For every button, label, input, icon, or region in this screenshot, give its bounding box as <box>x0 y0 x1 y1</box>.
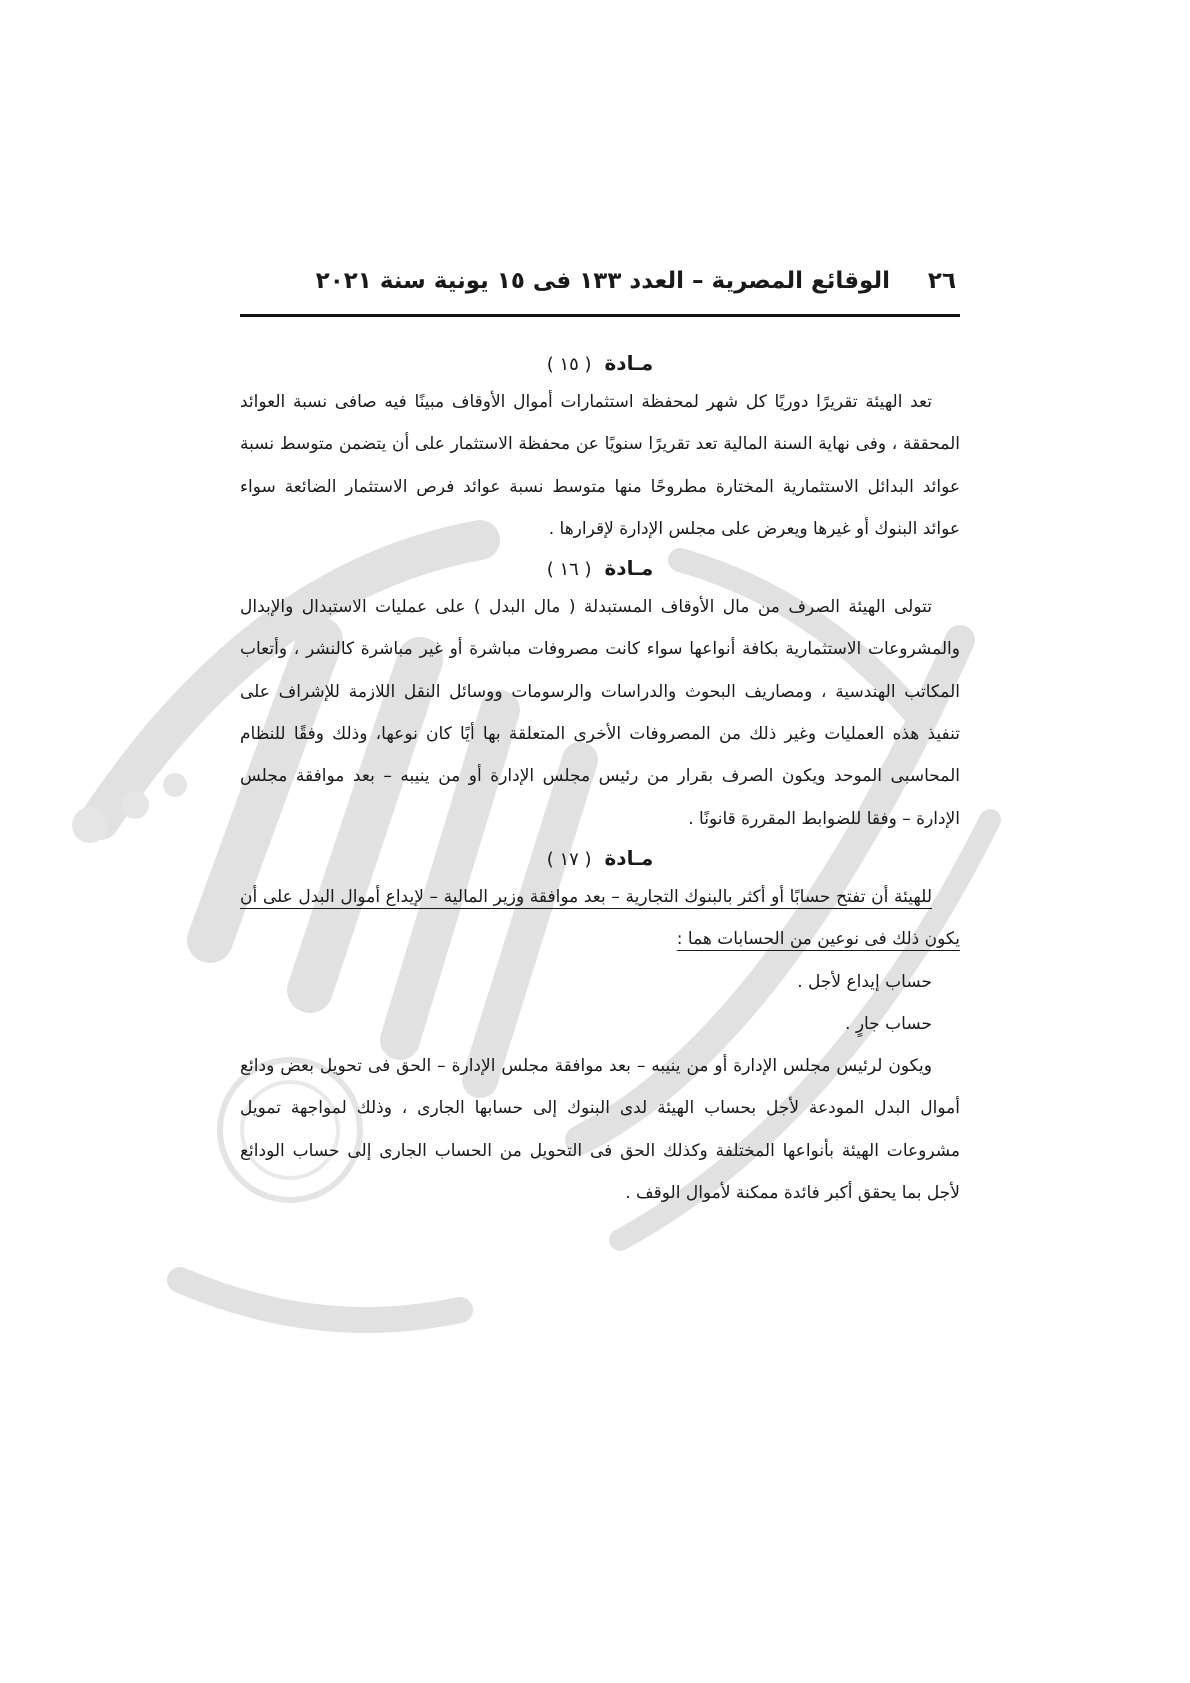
article-16 <box>240 550 960 840</box>
article-heading-label: مـادة <box>604 556 654 581</box>
article-number: ( ١٦ ) <box>546 559 592 581</box>
article-paragraph: ويكون لرئيس مجلس الإدارة أو من ينيبه – بعد موافقة مجلس الإدارة – الحق فى تحويل بعض ودائع أموال البدل المودعة لأجل بحساب الهيئة لدى البنوك إلى حسابها الجارى ، وذلك لمواجهة تمويل مشروعات الهيئة بأنواعها المختلفة وكذلك الحق فى التحويل من الحساب الجارى إلى حساب الودائع لأجل بما يحقق أكبر فائدة ممكنة لأموال الوقف . <box>240 1056 960 1204</box>
article-paragraph: تتولى الهيئة الصرف من مال الأوقاف المستبدلة ( مال البدل ) على عمليات الاستبدال والإبدال والمشروعات الاستثمارية بكافة أنواعها سواء كانت مصروفات مباشرة أو غير مباشرة كالنشر ، وأتعاب المكاتب الهندسية ، ومصاريف البحوث والدراسات والرسومات ووسائل النقل اللازمة للإشراف على تنفيذ هذه العمليات وغير ذلك من المصروفات الأخرى المتعلقة بها أيًا كان نوعها، وذلك وفقًا للنظام المحاسبى الموحد ويكون الصرف بقرار من رئيس مجلس الإدارة أو من ينيبه – بعد موافقة مجلس الإدارة – وفقا للضوابط المقررة قانونًا . <box>240 597 960 829</box>
page-header <box>240 268 960 308</box>
account-type-item: حساب إيداع لأجل . <box>797 971 932 992</box>
article-heading <box>240 840 960 876</box>
gazette-title: الوقائع المصرية – العدد ١٣٣ فى ١٥ يونية سنة ٢٠٢١ <box>315 268 890 294</box>
article-paragraph: تعد الهيئة تقريرًا دوريًا كل شهر لمحفظة استثمارات أموال الأوقاف مبينًا فيه صافى نسبة العوائد المحققة ، وفى نهاية السنة المالية تعد تقريرًا سنويًا عن محفظة الاستثمار على أن يتضمن متوسط نسبة عوائد البدائل الاستثمارية المختارة مطروحًا منها متوسط نسبة عوائد فرص الاستثمار الضائعة سواء عوائد البنوك أو غيرها ويعرض على مجلس الإدارة لإقرارها . <box>240 392 960 539</box>
article-intro: للهيئة أن تفتح حسابًا أو أكثر بالبنوك التجارية – بعد موافقة وزير المالية – لإيداع أموال البدل على أن يكون ذلك فى نوعين من الحسابات هما : <box>240 886 960 950</box>
account-type-item: حساب جارٍ . <box>845 1013 932 1034</box>
article-15 <box>240 345 960 550</box>
article-heading <box>240 550 960 586</box>
page-number: ٢٦ <box>927 268 956 294</box>
article-number: ( ١٧ ) <box>546 848 592 870</box>
gazette-page <box>240 268 960 1214</box>
header-divider <box>240 314 960 317</box>
article-heading-label: مـادة <box>604 845 654 870</box>
article-number: ( ١٥ ) <box>546 354 592 375</box>
article-heading <box>240 345 960 381</box>
article-heading-label: مـادة <box>604 351 654 375</box>
article-17 <box>240 840 960 1214</box>
